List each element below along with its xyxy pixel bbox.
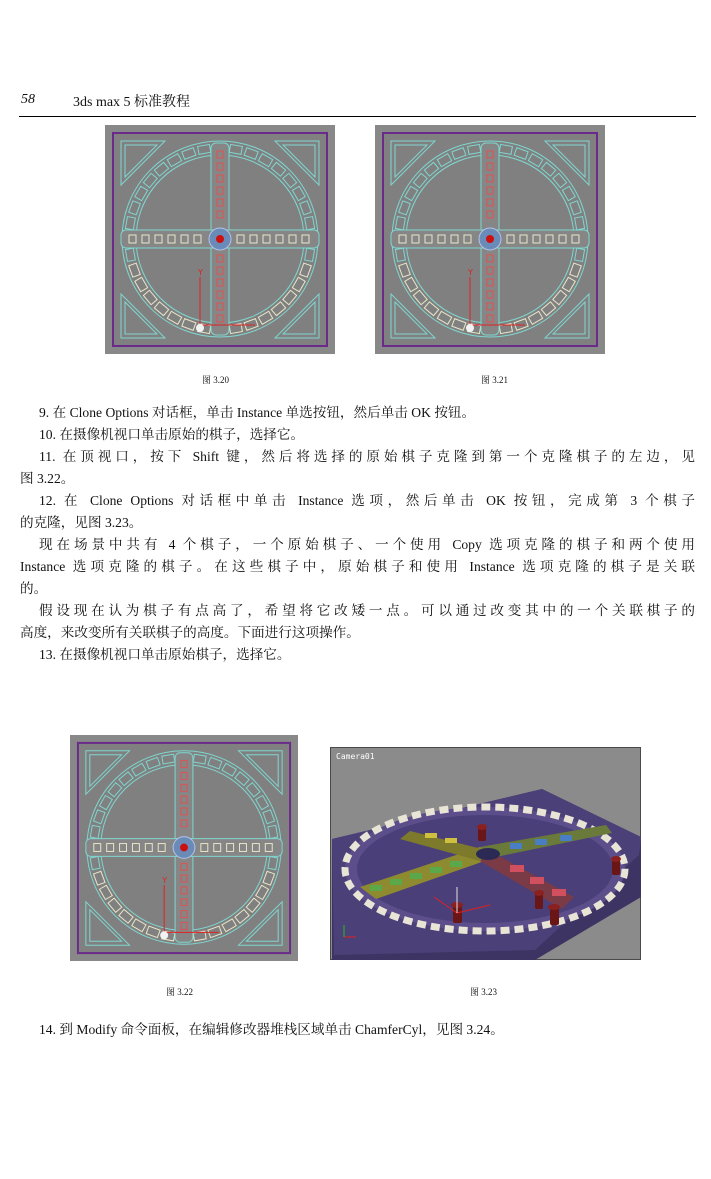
paragraph-step-10: 10. 在摄像机视口单击原始的棋子，选择它。	[39, 427, 305, 442]
figure-3-22-caption: 图 3.22	[166, 987, 194, 997]
figure-3-23	[330, 747, 641, 960]
paragraph-height-line-1: 假设现在认为棋子有点高了，希望将它改矮一点。可以通过改变其中的一个关联棋子的	[39, 603, 695, 618]
paragraph-step-9: 9. 在 Clone Options 对话框，单击 Instance 单选按钮，然后单击 OK 按钮。	[39, 405, 476, 420]
viewport-label: Camera01	[336, 752, 375, 761]
paragraph-step-14: 14. 到 Modify 命令面板，在编辑修改器堆栈区域单击 ChamferCyl，见图 3.24。	[39, 1022, 504, 1037]
svg-text:Y: Y	[468, 268, 473, 277]
top-view-board-image	[70, 735, 298, 961]
paragraph-step-12-line-2: 的克隆，见图 3.23。	[20, 515, 143, 530]
page-number: 58	[21, 92, 35, 107]
paragraph-scene-line-2: Instance 选项克隆的棋子。在这些棋子中，原始棋子和使用 Instance 选项克隆的棋子是关联	[20, 559, 695, 574]
figure-3-23-caption: 图 3.23	[470, 987, 498, 997]
paragraph-step-13: 13. 在摄像机视口单击原始棋子，选择它。	[39, 647, 291, 662]
paragraph-height-line-2: 高度，来改变所有关联棋子的高度。下面进行这项操作。	[20, 625, 360, 640]
body-text-block-1	[20, 402, 695, 666]
camera-view-render-image	[330, 747, 641, 960]
top-view-board-image	[375, 125, 605, 354]
svg-text:Y: Y	[162, 876, 168, 886]
figure-3-21	[375, 125, 605, 354]
top-view-board-image	[105, 125, 335, 354]
figure-3-22	[70, 735, 298, 961]
body-text-block-2	[20, 1019, 695, 1041]
figure-3-20-caption: 图 3.20	[202, 375, 230, 385]
paragraph-scene-line-1: 现在场景中共有 4 个棋子，一个原始棋子、一个使用 Copy 选项克隆的棋子和两个使用	[39, 537, 695, 552]
figure-3-20	[105, 125, 335, 354]
page-header	[19, 90, 696, 117]
paragraph-step-12-line-1: 12. 在 Clone Options 对话框中单击 Instance 选项，然后单击 OK 按钮，完成第 3 个棋子	[39, 493, 695, 508]
svg-text:Y: Y	[198, 268, 203, 277]
book-title: 3ds max 5 标准教程	[73, 95, 191, 110]
paragraph-step-11-line-2: 图 3.22。	[20, 471, 75, 486]
paragraph-scene-line-3: 的。	[20, 581, 48, 596]
paragraph-step-11-line-1: 11. 在顶视口，按下 Shift 键，然后将选择的原始棋子克隆到第一个克隆棋子的左边，见	[39, 449, 695, 464]
figure-3-21-caption: 图 3.21	[481, 375, 509, 385]
